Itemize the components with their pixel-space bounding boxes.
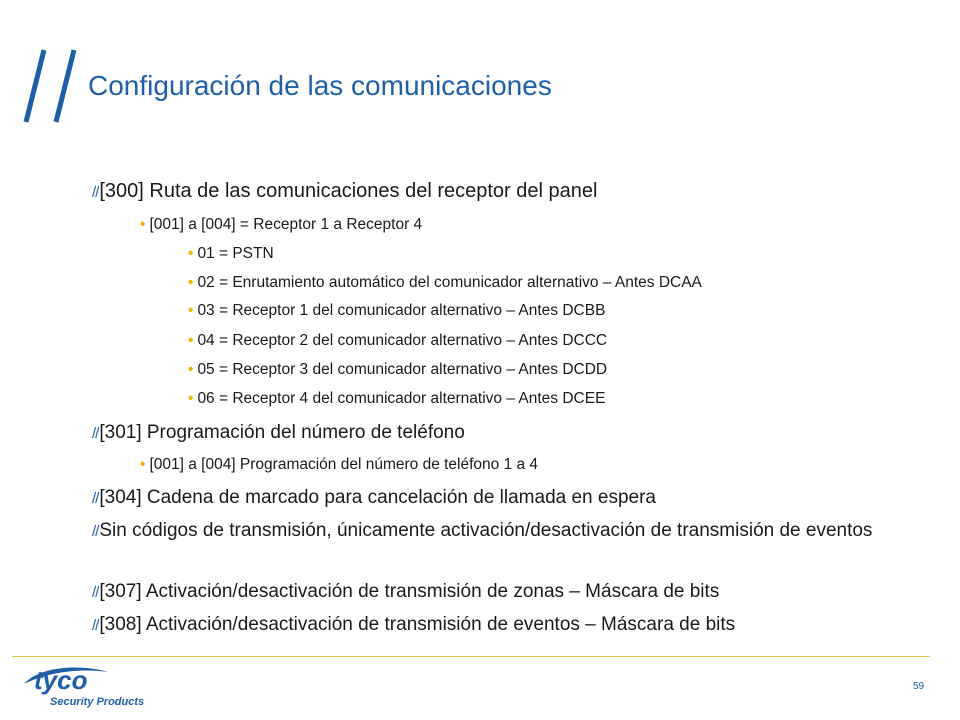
bullet-icon: • [188,390,194,407]
item-text: 03 = Receptor 1 del comunicador alternativo – Antes DCBB [197,302,606,319]
list-item-l1 [92,487,656,509]
list-item-l3 [188,390,605,408]
list-item-l1 [92,519,892,544]
list-item-l1 [92,581,719,603]
svg-text:tyco: tyco [34,665,88,695]
page-number: 59 [913,681,925,692]
list-item-l3 [188,274,702,292]
item-text: 05 = Receptor 3 del comunicador alternativo – Antes DCDD [197,361,608,378]
bullet-icon: • [188,302,194,319]
svg-text:Security Products: Security Products [50,696,145,708]
slash-marker: // [92,584,99,601]
list-item-l2 [140,216,422,234]
list-item-l1 [92,180,597,203]
bullet-icon: • [188,332,194,349]
item-text: [300] Ruta de las comunicaciones del receptor del panel [99,180,598,202]
slash-marker: // [92,617,99,634]
list-item-l1 [92,613,872,638]
footer-divider [12,656,930,657]
item-text: [308] Activación/desactivación de transmisión de eventos – Máscara de bits [99,614,736,635]
slide-title: Configuración de las comunicaciones [88,70,552,101]
list-item-l3 [188,245,274,263]
list-item-l3 [188,361,607,379]
slash-marker: // [92,490,99,507]
item-text: [301] Programación del número de teléfono [99,422,465,443]
item-text: 06 = Receptor 4 del comunicador alternativo – Antes DCEE [197,390,606,407]
list-item-l1 [92,422,465,444]
slash-marker: // [92,523,99,540]
bullet-icon: • [140,216,146,233]
bullet-icon: • [188,274,194,291]
item-text: [307] Activación/desactivación de transmisión de zonas – Máscara de bits [99,581,720,602]
item-text: [304] Cadena de marcado para cancelación de llamada en espera [99,487,656,508]
list-item-l3 [188,332,607,350]
item-text: [001] a [004] Programación del número de teléfono 1 a 4 [149,456,539,473]
item-text: [001] a [004] = Receptor 1 a Receptor 4 [149,216,423,233]
slash-marker: // [92,425,99,442]
bullet-icon: • [188,245,194,262]
slash-marker: // [92,184,99,201]
item-text: 01 = PSTN [197,245,274,262]
item-text: 02 = Enrutamiento automático del comunicador alternativo – Antes DCAA [197,274,702,291]
bullet-icon: • [188,361,194,378]
bullet-icon: • [140,456,146,473]
list-item-l3 [188,302,605,320]
tyco-logo [20,662,170,708]
item-text: 04 = Receptor 2 del comunicador alternativo – Antes DCCC [197,332,608,349]
item-text: Sin códigos de transmisión, únicamente activación/desactivación de transmisión de eventos [99,520,873,541]
list-item-l2 [140,456,538,474]
